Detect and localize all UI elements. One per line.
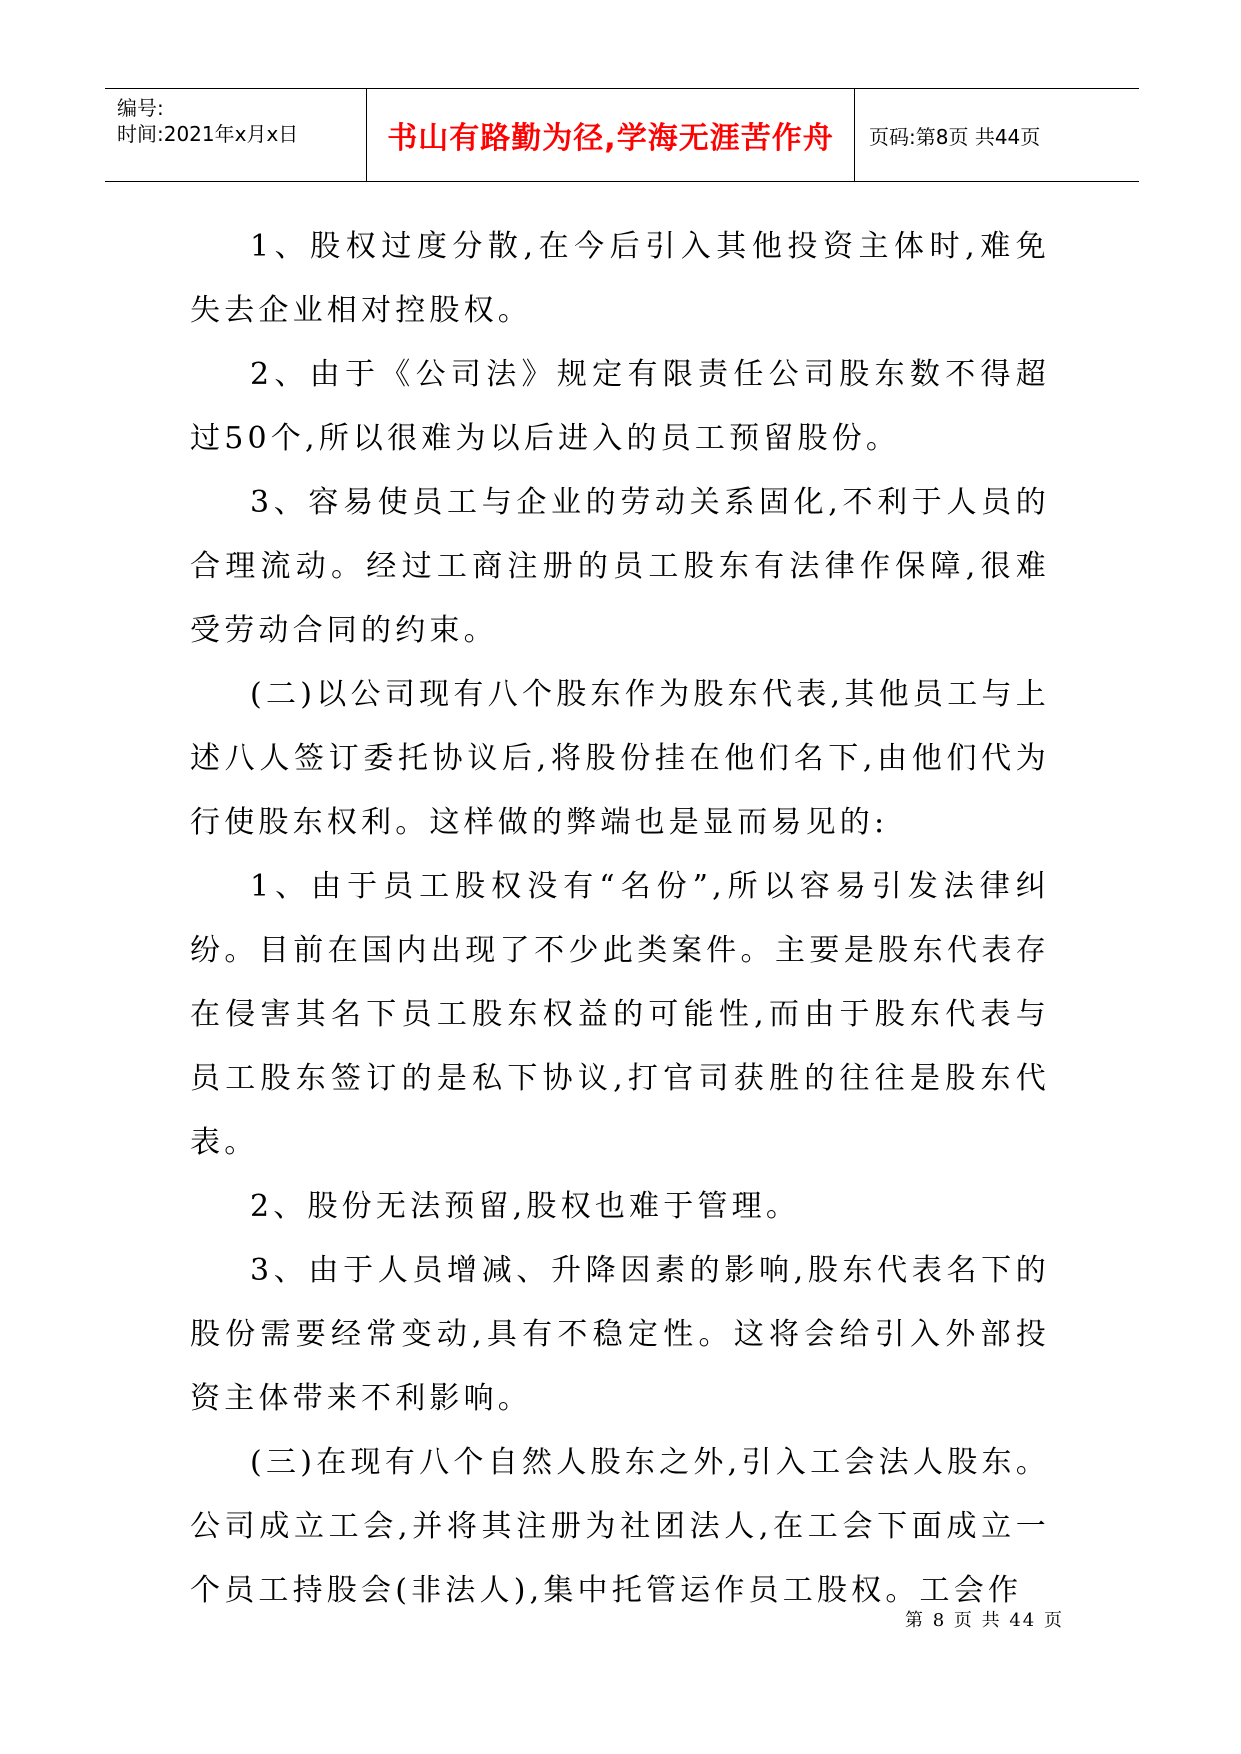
document-body: [190, 215, 1050, 1623]
paragraph: (三)在现有八个自然人股东之外,引入工会法人股东。公司成立工会,并将其注册为社团法人,在工会下面成立一个员工持股会(非法人),集中托管运作员工股权。工会作: [190, 1445, 1050, 1608]
paragraph: 3、容易使员工与企业的劳动关系固化,不利于人员的合理流动。经过工商注册的员工股东有法律作保障,很难受劳动合同的约束。: [190, 485, 1050, 648]
header-page-info: 页码:第8页 共44页: [869, 124, 1041, 149]
paragraph: 2、由于《公司法》规定有限责任公司股东数不得超过50个,所以很难为以后进入的员工预留股份。: [190, 357, 1050, 456]
document-time-label: 时间:2021年x月x日: [117, 122, 299, 146]
paragraph: 3、由于人员增减、升降因素的影响,股东代表名下的股份需要经常变动,具有不稳定性。这将会给引入外部投资主体带来不利影响。: [190, 1253, 1050, 1416]
document-header: [105, 88, 1139, 182]
paragraph: 2、股份无法预留,股权也难于管理。: [250, 1189, 801, 1224]
paragraph: 1、股权过度分散,在今后引入其他投资主体时,难免失去企业相对控股权。: [190, 229, 1050, 328]
header-motto: 书山有路勤为径,学海无涯苦作舟: [367, 89, 855, 181]
document-number-label: 编号:: [117, 96, 164, 120]
paragraph: 1、由于员工股权没有“名份”,所以容易引发法律纠纷。目前在国内出现了不少此类案件。主要是股东代表存在侵害其名下员工股东权益的可能性,而由于股东代表与员工股东签订的是私下协议,打官司获胜的往往是股东代表。: [190, 869, 1050, 1160]
page-number-footer: 第 8 页 共 44 页: [905, 1610, 1064, 1631]
header-meta-cell: [105, 89, 367, 181]
paragraph: (二)以公司现有八个股东作为股东代表,其他员工与上述八人签订委托协议后,将股份挂在他们名下,由他们代为行使股东权利。这样做的弊端也是显而易见的:: [190, 677, 1050, 840]
